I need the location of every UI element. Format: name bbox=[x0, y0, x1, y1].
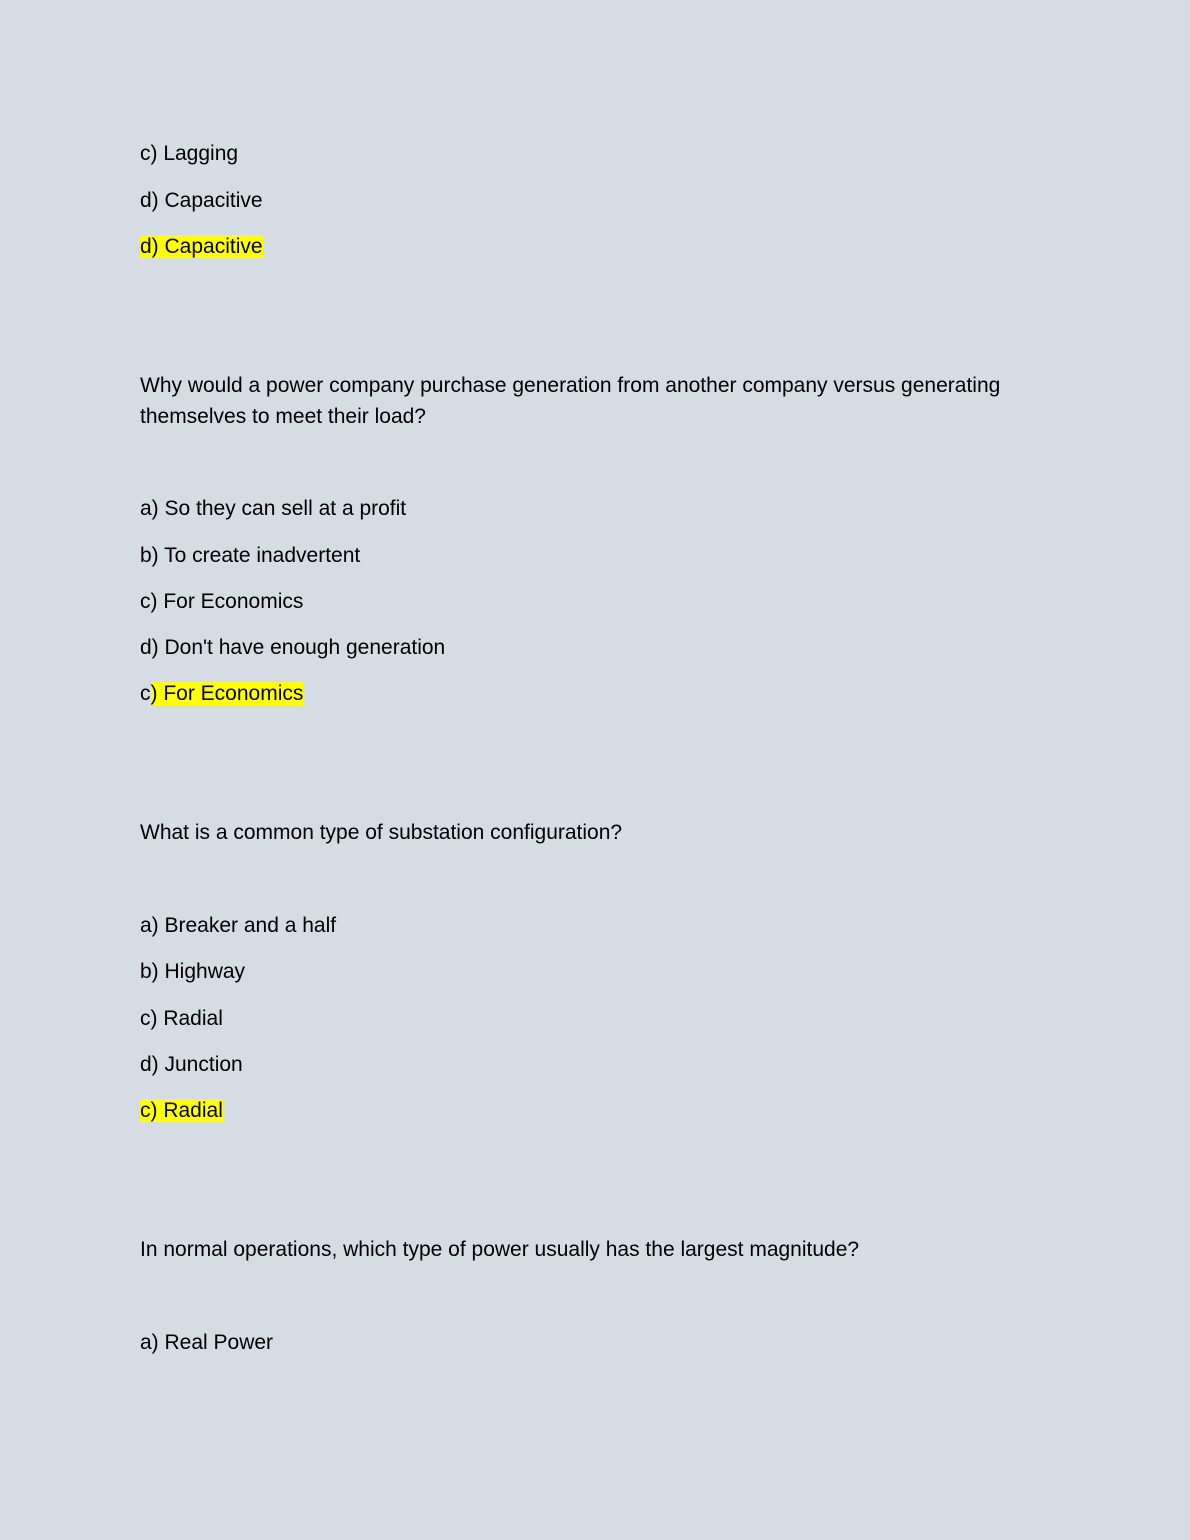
option-line: d) Don't have enough generation bbox=[140, 636, 446, 659]
question-text: Why would a power company purchase generation from another company versus generating themselves to meet their load? bbox=[140, 374, 1001, 428]
answer-highlight: c) Radial bbox=[140, 1099, 223, 1122]
option-line: a) Breaker and a half bbox=[140, 914, 337, 937]
answer-highlight: ) For Economics bbox=[150, 682, 304, 705]
answer-line bbox=[140, 1095, 223, 1126]
answer-highlight: d) Capacitive bbox=[140, 235, 263, 258]
option-line: c) For Economics bbox=[140, 590, 304, 613]
answer-line bbox=[140, 231, 263, 262]
answer-line bbox=[140, 678, 303, 709]
option-line: b) Highway bbox=[140, 960, 246, 983]
answer-prefix: c bbox=[140, 682, 151, 705]
option-line: d) Junction bbox=[140, 1053, 243, 1076]
option-line: a) So they can sell at a profit bbox=[140, 497, 407, 520]
question-text: What is a common type of substation configuration? bbox=[140, 821, 623, 844]
option-line: b) To create inadvertent bbox=[140, 544, 361, 567]
option-line: c) Lagging bbox=[140, 142, 239, 165]
option-line: c) Radial bbox=[140, 1007, 223, 1030]
question-text: In normal operations, which type of power usually has the largest magnitude? bbox=[140, 1238, 860, 1261]
option-line: d) Capacitive bbox=[140, 189, 263, 212]
option-line: a) Real Power bbox=[140, 1331, 274, 1354]
